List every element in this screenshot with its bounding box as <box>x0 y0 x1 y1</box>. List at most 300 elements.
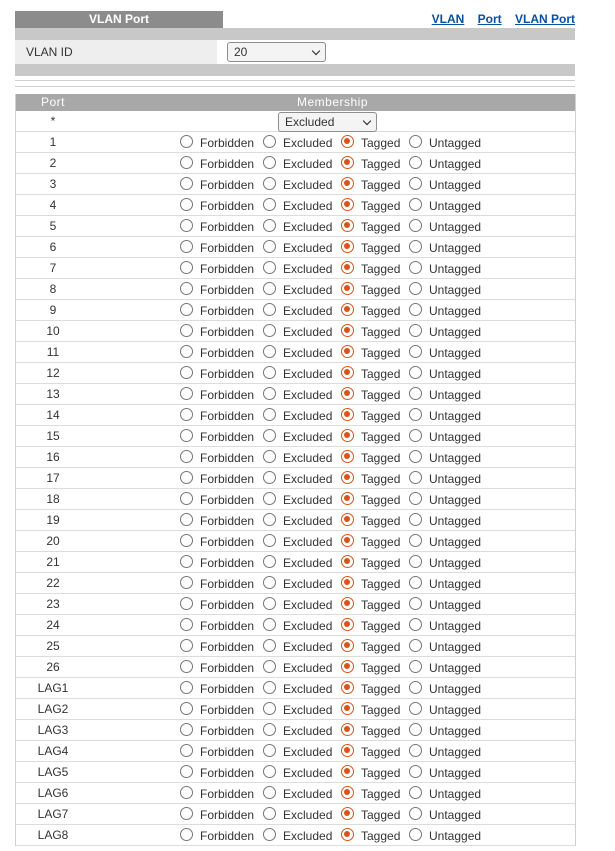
radio-label: Excluded <box>283 745 333 759</box>
radio-button-tagged[interactable] <box>341 723 354 736</box>
radio-button-tagged[interactable] <box>341 786 354 799</box>
radio-label: Tagged <box>361 388 401 402</box>
radio-button-forbidden[interactable] <box>180 639 193 652</box>
radio-button-excluded[interactable] <box>263 261 276 274</box>
radio-button-excluded[interactable] <box>263 723 276 736</box>
table-body <box>16 132 575 846</box>
radio-button-untagged[interactable] <box>409 555 422 568</box>
radio-label: Forbidden <box>200 178 255 192</box>
radio-label: Excluded <box>283 703 333 717</box>
radio-label: Excluded <box>283 304 333 318</box>
radio-label: Tagged <box>361 451 401 465</box>
radio-button-untagged[interactable] <box>409 303 422 316</box>
radio-button-forbidden[interactable] <box>180 156 193 169</box>
radio-button-forbidden[interactable] <box>180 555 193 568</box>
radio-label: Untagged <box>429 262 482 276</box>
radio-button-forbidden[interactable] <box>180 723 193 736</box>
radio-button-excluded[interactable] <box>263 786 276 799</box>
vlan-id-select[interactable] <box>227 42 326 62</box>
radio-label: Untagged <box>429 157 482 171</box>
radio-button-untagged[interactable] <box>409 219 422 232</box>
radio-button-tagged[interactable] <box>341 450 354 463</box>
port-cell: LAG3 <box>37 723 69 737</box>
radio-button-tagged[interactable] <box>341 135 354 148</box>
radio-button-forbidden[interactable] <box>180 681 193 694</box>
radio-button-excluded[interactable] <box>263 198 276 211</box>
radio-button-tagged[interactable] <box>341 471 354 484</box>
radio-label: Forbidden <box>200 367 255 381</box>
port-cell: 20 <box>46 534 60 548</box>
radio-label: Untagged <box>429 808 482 822</box>
radio-button-forbidden[interactable] <box>180 471 193 484</box>
radio-button-excluded[interactable] <box>263 177 276 190</box>
radio-label: Tagged <box>361 808 401 822</box>
radio-button-excluded[interactable] <box>263 303 276 316</box>
radio-button-excluded[interactable] <box>263 807 276 820</box>
radio-button-excluded[interactable] <box>263 471 276 484</box>
radio-label: Untagged <box>429 556 482 570</box>
radio-button-untagged[interactable] <box>409 240 422 253</box>
radio-label: Forbidden <box>200 829 255 843</box>
vlan-id-value: 20 <box>234 45 248 59</box>
radio-label: Tagged <box>361 661 401 675</box>
radio-button-untagged[interactable] <box>409 513 422 526</box>
radio-button-untagged[interactable] <box>409 723 422 736</box>
radio-button-untagged[interactable] <box>409 366 422 379</box>
radio-label: Forbidden <box>200 556 255 570</box>
radio-button-untagged[interactable] <box>409 471 422 484</box>
radio-button-untagged[interactable] <box>409 345 422 358</box>
radio-button-tagged[interactable] <box>341 429 354 442</box>
port-cell: 18 <box>46 492 60 506</box>
radio-label: Excluded <box>283 493 333 507</box>
radio-label: Excluded <box>283 325 333 339</box>
radio-button-untagged[interactable] <box>409 429 422 442</box>
radio-label: Forbidden <box>200 724 255 738</box>
table-row <box>16 216 575 237</box>
nav-link-vlan[interactable]: VLAN <box>431 12 465 26</box>
radio-button-forbidden[interactable] <box>180 198 193 211</box>
radio-button-forbidden[interactable] <box>180 807 193 820</box>
radio-button-forbidden[interactable] <box>180 765 193 778</box>
radio-button-forbidden[interactable] <box>180 219 193 232</box>
radio-label: Untagged <box>429 367 482 381</box>
radio-label: Untagged <box>429 766 482 780</box>
radio-label: Tagged <box>361 724 401 738</box>
radio-label: Tagged <box>361 640 401 654</box>
radio-label: Untagged <box>429 199 482 213</box>
table-row <box>16 468 575 489</box>
radio-button-tagged[interactable] <box>341 177 354 190</box>
radio-button-tagged[interactable] <box>341 660 354 673</box>
port-cell: 10 <box>46 324 60 338</box>
radio-label: Tagged <box>361 346 401 360</box>
port-cell: 13 <box>46 387 60 401</box>
membership-all-select[interactable] <box>278 112 377 132</box>
radio-button-tagged[interactable] <box>341 156 354 169</box>
radio-button-excluded[interactable] <box>263 156 276 169</box>
chevron-down-icon <box>312 47 320 55</box>
radio-label: Tagged <box>361 556 401 570</box>
radio-button-forbidden[interactable] <box>180 303 193 316</box>
radio-button-untagged[interactable] <box>409 681 422 694</box>
table-row <box>16 342 575 363</box>
radio-label: Forbidden <box>200 430 255 444</box>
radio-label: Forbidden <box>200 304 255 318</box>
table-row <box>16 237 575 258</box>
radio-label: Excluded <box>283 430 333 444</box>
radio-button-excluded[interactable] <box>263 429 276 442</box>
radio-label: Forbidden <box>200 514 255 528</box>
radio-button-forbidden[interactable] <box>180 450 193 463</box>
table-row <box>16 384 575 405</box>
radio-button-tagged[interactable] <box>341 303 354 316</box>
radio-button-tagged[interactable] <box>341 639 354 652</box>
radio-button-untagged[interactable] <box>409 702 422 715</box>
radio-label: Tagged <box>361 304 401 318</box>
radio-button-untagged[interactable] <box>409 492 422 505</box>
radio-label: Untagged <box>429 745 482 759</box>
radio-button-excluded[interactable] <box>263 597 276 610</box>
radio-button-untagged[interactable] <box>409 177 422 190</box>
table-row <box>16 552 575 573</box>
radio-button-tagged[interactable] <box>341 387 354 400</box>
membership-table <box>15 94 576 846</box>
table-header <box>16 94 575 111</box>
radio-label: Tagged <box>361 514 401 528</box>
radio-label: Excluded <box>283 619 333 633</box>
port-cell: 26 <box>46 660 60 674</box>
radio-label: Forbidden <box>200 388 255 402</box>
radio-label: Forbidden <box>200 661 255 675</box>
radio-label: Excluded <box>283 262 333 276</box>
radio-label: Excluded <box>283 787 333 801</box>
port-cell: 11 <box>46 345 60 359</box>
radio-button-excluded[interactable] <box>263 513 276 526</box>
radio-button-tagged[interactable] <box>341 261 354 274</box>
table-row <box>16 804 575 825</box>
radio-button-untagged[interactable] <box>409 807 422 820</box>
port-cell: 4 <box>49 198 57 212</box>
table-row <box>16 258 575 279</box>
radio-button-untagged[interactable] <box>409 618 422 631</box>
radio-label: Tagged <box>361 745 401 759</box>
radio-button-untagged[interactable] <box>409 639 422 652</box>
table-row <box>16 741 575 762</box>
radio-button-tagged[interactable] <box>341 597 354 610</box>
radio-button-forbidden[interactable] <box>180 282 193 295</box>
radio-label: Forbidden <box>200 640 255 654</box>
radio-label: Untagged <box>429 346 482 360</box>
table-row <box>16 321 575 342</box>
radio-button-tagged[interactable] <box>341 807 354 820</box>
radio-label: Untagged <box>429 304 482 318</box>
radio-button-excluded[interactable] <box>263 387 276 400</box>
radio-button-tagged[interactable] <box>341 198 354 211</box>
radio-button-forbidden[interactable] <box>180 702 193 715</box>
table-row <box>16 699 575 720</box>
radio-label: Tagged <box>361 409 401 423</box>
radio-button-forbidden[interactable] <box>180 366 193 379</box>
radio-button-tagged[interactable] <box>341 765 354 778</box>
radio-button-untagged[interactable] <box>409 660 422 673</box>
radio-button-untagged[interactable] <box>409 597 422 610</box>
radio-label: Tagged <box>361 178 401 192</box>
radio-button-excluded[interactable] <box>263 324 276 337</box>
port-cell: 19 <box>46 513 60 527</box>
port-cell: LAG2 <box>37 702 69 716</box>
radio-button-excluded[interactable] <box>263 135 276 148</box>
nav-link-port[interactable]: Port <box>477 12 502 26</box>
port-cell: LAG1 <box>37 681 69 695</box>
radio-button-tagged[interactable] <box>341 618 354 631</box>
table-row <box>16 615 575 636</box>
radio-button-tagged[interactable] <box>341 219 354 232</box>
column-header-port: Port <box>40 95 65 109</box>
radio-label: Untagged <box>429 178 482 192</box>
radio-label: Untagged <box>429 619 482 633</box>
radio-button-tagged[interactable] <box>341 513 354 526</box>
page-title: VLAN Port <box>15 11 223 28</box>
radio-button-forbidden[interactable] <box>180 744 193 757</box>
radio-button-excluded[interactable] <box>263 240 276 253</box>
radio-label: Tagged <box>361 157 401 171</box>
radio-button-forbidden[interactable] <box>180 618 193 631</box>
radio-button-untagged[interactable] <box>409 282 422 295</box>
radio-button-excluded[interactable] <box>263 492 276 505</box>
radio-button-forbidden[interactable] <box>180 597 193 610</box>
radio-label: Untagged <box>429 514 482 528</box>
radio-button-untagged[interactable] <box>409 744 422 757</box>
radio-button-untagged[interactable] <box>409 450 422 463</box>
radio-label: Excluded <box>283 577 333 591</box>
radio-label: Excluded <box>283 535 333 549</box>
radio-label: Untagged <box>429 220 482 234</box>
column-header-membership: Membership <box>296 95 369 109</box>
radio-button-tagged[interactable] <box>341 702 354 715</box>
radio-label: Forbidden <box>200 472 255 486</box>
radio-button-untagged[interactable] <box>409 261 422 274</box>
radio-button-untagged[interactable] <box>409 765 422 778</box>
radio-label: Tagged <box>361 577 401 591</box>
radio-button-untagged[interactable] <box>409 198 422 211</box>
radio-button-tagged[interactable] <box>341 324 354 337</box>
radio-label: Tagged <box>361 136 401 150</box>
radio-label: Forbidden <box>200 325 255 339</box>
radio-label: Forbidden <box>200 451 255 465</box>
radio-button-untagged[interactable] <box>409 786 422 799</box>
table-row <box>16 762 575 783</box>
port-cell: 1 <box>49 135 57 149</box>
port-cell: * <box>50 114 56 128</box>
radio-button-tagged[interactable] <box>341 576 354 589</box>
radio-button-excluded[interactable] <box>263 282 276 295</box>
radio-button-forbidden[interactable] <box>180 177 193 190</box>
radio-button-tagged[interactable] <box>341 555 354 568</box>
radio-label: Forbidden <box>200 766 255 780</box>
radio-label: Forbidden <box>200 787 255 801</box>
radio-button-excluded[interactable] <box>263 366 276 379</box>
radio-label: Untagged <box>429 703 482 717</box>
radio-label: Untagged <box>429 661 482 675</box>
table-row <box>16 573 575 594</box>
radio-button-tagged[interactable] <box>341 240 354 253</box>
radio-label: Excluded <box>283 514 333 528</box>
radio-button-untagged[interactable] <box>409 324 422 337</box>
radio-label: Tagged <box>361 199 401 213</box>
table-row <box>16 195 575 216</box>
radio-button-forbidden[interactable] <box>180 429 193 442</box>
radio-button-forbidden[interactable] <box>180 660 193 673</box>
radio-button-excluded[interactable] <box>263 660 276 673</box>
radio-button-untagged[interactable] <box>409 534 422 547</box>
radio-button-tagged[interactable] <box>341 534 354 547</box>
radio-button-excluded[interactable] <box>263 702 276 715</box>
port-cell: LAG7 <box>37 807 69 821</box>
port-cell: 22 <box>46 576 60 590</box>
port-cell: 5 <box>49 219 57 233</box>
radio-button-excluded[interactable] <box>263 639 276 652</box>
table-row <box>16 153 575 174</box>
radio-label: Untagged <box>429 283 482 297</box>
radio-label: Tagged <box>361 766 401 780</box>
radio-label: Tagged <box>361 367 401 381</box>
radio-button-untagged[interactable] <box>409 156 422 169</box>
radio-label: Tagged <box>361 262 401 276</box>
radio-label: Forbidden <box>200 535 255 549</box>
radio-button-untagged[interactable] <box>409 387 422 400</box>
radio-label: Excluded <box>283 451 333 465</box>
radio-button-excluded[interactable] <box>263 450 276 463</box>
radio-label: Forbidden <box>200 346 255 360</box>
port-cell: 16 <box>46 450 60 464</box>
radio-button-untagged[interactable] <box>409 576 422 589</box>
radio-label: Tagged <box>361 220 401 234</box>
radio-label: Excluded <box>283 556 333 570</box>
port-cell: LAG5 <box>37 765 69 779</box>
radio-button-excluded[interactable] <box>263 408 276 421</box>
port-cell: LAG6 <box>37 786 69 800</box>
radio-button-forbidden[interactable] <box>180 408 193 421</box>
radio-label: Forbidden <box>200 241 255 255</box>
radio-label: Tagged <box>361 283 401 297</box>
radio-label: Tagged <box>361 493 401 507</box>
port-cell: 23 <box>46 597 60 611</box>
radio-button-excluded[interactable] <box>263 576 276 589</box>
radio-label: Tagged <box>361 787 401 801</box>
port-cell: 7 <box>49 261 57 275</box>
radio-button-forbidden[interactable] <box>180 261 193 274</box>
radio-label: Tagged <box>361 241 401 255</box>
radio-label: Untagged <box>429 640 482 654</box>
radio-label: Excluded <box>283 808 333 822</box>
radio-button-tagged[interactable] <box>341 492 354 505</box>
radio-button-tagged[interactable] <box>341 828 354 841</box>
port-cell: 14 <box>46 408 60 422</box>
radio-button-forbidden[interactable] <box>180 240 193 253</box>
radio-label: Untagged <box>429 451 482 465</box>
radio-button-excluded[interactable] <box>263 828 276 841</box>
port-cell: 8 <box>49 282 57 296</box>
radio-button-untagged[interactable] <box>409 135 422 148</box>
table-row <box>16 531 575 552</box>
radio-button-tagged[interactable] <box>341 681 354 694</box>
radio-button-excluded[interactable] <box>263 219 276 232</box>
port-cell: LAG8 <box>37 828 69 842</box>
radio-button-forbidden[interactable] <box>180 492 193 505</box>
radio-label: Forbidden <box>200 199 255 213</box>
radio-button-forbidden[interactable] <box>180 324 193 337</box>
radio-button-tagged[interactable] <box>341 366 354 379</box>
vlan-id-panel <box>15 28 575 76</box>
radio-label: Forbidden <box>200 745 255 759</box>
vlan-id-row <box>15 40 575 64</box>
radio-label: Tagged <box>361 619 401 633</box>
radio-button-forbidden[interactable] <box>180 576 193 589</box>
port-cell: 6 <box>49 240 57 254</box>
radio-button-excluded[interactable] <box>263 555 276 568</box>
radio-label: Excluded <box>283 157 333 171</box>
radio-label: Untagged <box>429 136 482 150</box>
radio-button-untagged[interactable] <box>409 828 422 841</box>
radio-button-tagged[interactable] <box>341 744 354 757</box>
radio-label: Untagged <box>429 430 482 444</box>
radio-button-excluded[interactable] <box>263 618 276 631</box>
radio-button-tagged[interactable] <box>341 282 354 295</box>
radio-label: Excluded <box>283 367 333 381</box>
radio-button-forbidden[interactable] <box>180 828 193 841</box>
radio-button-excluded[interactable] <box>263 681 276 694</box>
radio-button-excluded[interactable] <box>263 744 276 757</box>
radio-button-forbidden[interactable] <box>180 387 193 400</box>
radio-label: Tagged <box>361 430 401 444</box>
radio-button-excluded[interactable] <box>263 765 276 778</box>
radio-button-untagged[interactable] <box>409 408 422 421</box>
radio-button-excluded[interactable] <box>263 345 276 358</box>
radio-label: Forbidden <box>200 493 255 507</box>
membership-all-value: Excluded <box>285 115 335 129</box>
radio-label: Untagged <box>429 493 482 507</box>
table-row <box>16 426 575 447</box>
radio-button-excluded[interactable] <box>263 534 276 547</box>
divider <box>15 86 575 87</box>
radio-button-forbidden[interactable] <box>180 513 193 526</box>
radio-label: Excluded <box>283 829 333 843</box>
table-row <box>16 489 575 510</box>
radio-label: Forbidden <box>200 283 255 297</box>
radio-label: Untagged <box>429 829 482 843</box>
radio-label: Excluded <box>283 346 333 360</box>
radio-button-forbidden[interactable] <box>180 345 193 358</box>
port-cell: 21 <box>46 555 60 569</box>
port-cell: 17 <box>46 471 60 485</box>
radio-button-forbidden[interactable] <box>180 534 193 547</box>
radio-button-forbidden[interactable] <box>180 135 193 148</box>
radio-label: Tagged <box>361 829 401 843</box>
port-cell: 2 <box>49 156 57 170</box>
radio-label: Forbidden <box>200 808 255 822</box>
table-row <box>16 300 575 321</box>
radio-button-tagged[interactable] <box>341 345 354 358</box>
radio-label: Untagged <box>429 409 482 423</box>
nav-link-vlan-port[interactable]: VLAN Port <box>515 12 575 26</box>
radio-button-tagged[interactable] <box>341 408 354 421</box>
radio-button-forbidden[interactable] <box>180 786 193 799</box>
radio-label: Excluded <box>283 199 333 213</box>
port-cell: LAG4 <box>37 744 69 758</box>
radio-label: Forbidden <box>200 598 255 612</box>
radio-label: Forbidden <box>200 220 255 234</box>
